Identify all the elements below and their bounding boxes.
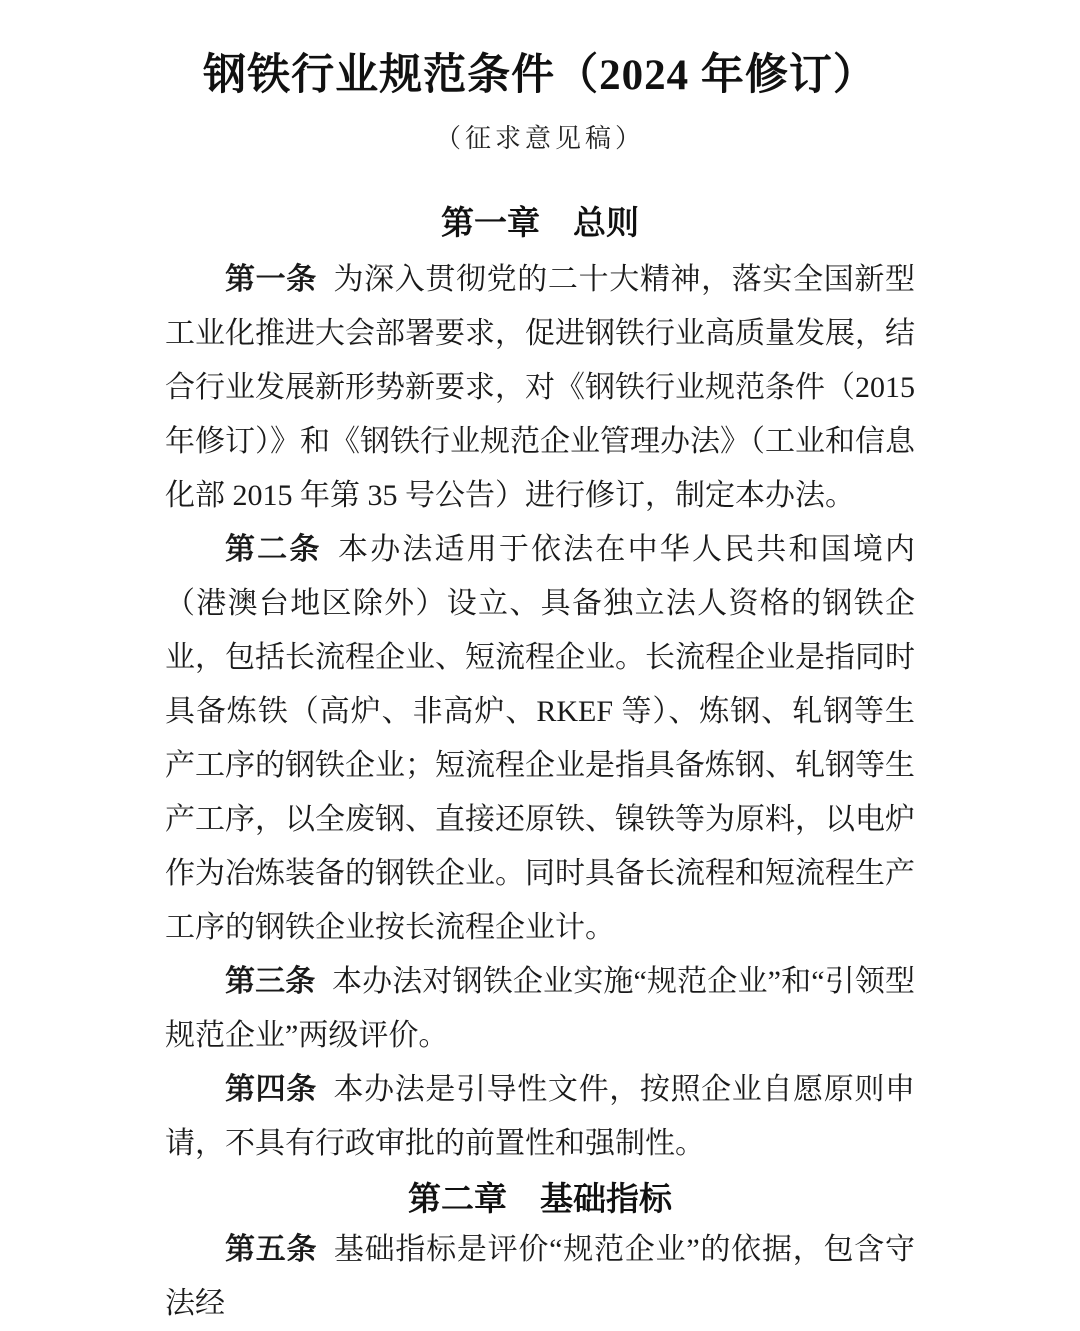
paragraph-article-5 <box>165 1223 915 1331</box>
chapter-2-heading: 第二章 基础指标 <box>408 1179 672 1217</box>
article-4-text: 本办法是引导性文件，按照企业自愿原则申请，不具有行政审批的前置性和强制性。 <box>165 1072 916 1160</box>
article-2-label: 第二条 <box>225 532 322 566</box>
article-4-label: 第四条 <box>225 1072 317 1106</box>
document-page <box>165 0 915 1331</box>
document-title: 钢铁行业规范条件（2024 年修订） <box>203 52 877 99</box>
paragraph-article-4 <box>165 1063 915 1171</box>
paragraph-article-3 <box>165 955 915 1063</box>
paragraph-article-2 <box>165 523 915 955</box>
document-subtitle: （征求意见稿） <box>434 123 645 153</box>
article-1-label: 第一条 <box>225 262 317 296</box>
article-1-text: 为深入贯彻党的二十大精神，落实全国新型工业化推进大会部署要求，促进钢铁行业高质量发展，结合行业发展新形势新要求，对《钢铁行业规范条件（2015 年修订）》和《钢铁行业规范企业管理办法》（工业和信息化部 2015 年第 35 号公告）进行修订，制定本办法。 <box>165 262 916 512</box>
article-5-label: 第五条 <box>225 1232 318 1266</box>
article-2-text: 本办法适用于依法在中华人民共和国境内（港澳台地区除外）设立、具备独立法人资格的钢铁企业，包括长流程企业、短流程企业。长流程企业是指同时具备炼铁（高炉、非高炉、RKEF 等）、炼钢、轧钢等生产工序的钢铁企业；短流程企业是指具备炼钢、轧钢等生产工序，以全废钢、直接还原铁、镍铁等为原料，以电炉作为冶炼装备的钢铁企业。同时具备长流程和短流程生产工序的钢铁企业按长流程企业计。 <box>165 532 916 944</box>
paragraph-article-1 <box>165 253 915 523</box>
article-5-text: 基础指标是评价“规范企业”的依据，包含守法经 <box>165 1232 916 1320</box>
article-3-text: 本办法对钢铁企业实施“规范企业”和“引领型规范企业”两级评价。 <box>165 964 915 1052</box>
article-3-label: 第三条 <box>225 964 316 998</box>
chapter-1-heading: 第一章 总则 <box>441 203 639 241</box>
